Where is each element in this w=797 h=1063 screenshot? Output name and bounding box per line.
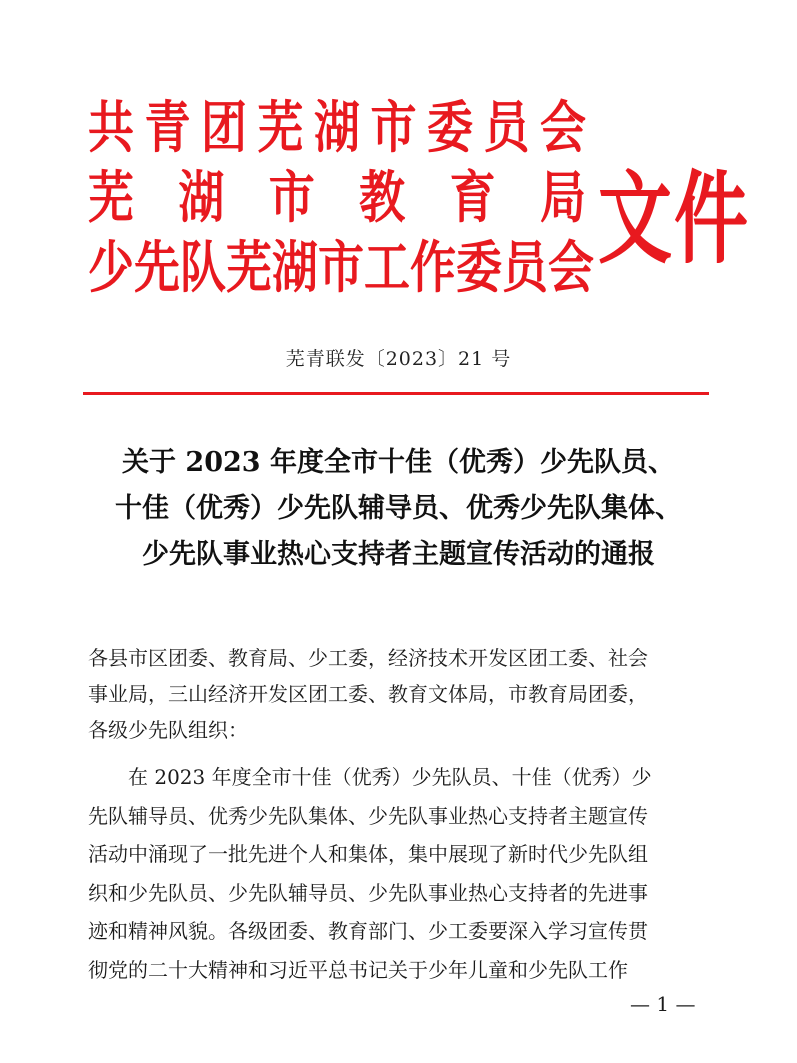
title-line: 关于 2023 年度全市十佳（优秀）少先队员、	[122, 447, 675, 478]
document-number: 芜青联发〔2023〕21 号	[285, 348, 512, 370]
org-char: 湖	[272, 234, 318, 301]
org-char: 队	[180, 234, 226, 301]
org-char: 芜	[88, 164, 134, 231]
org-char: 市	[370, 94, 417, 161]
org-line-young-pioneers	[88, 232, 594, 303]
body-line: 迹和精神风貌。各级团委、教育部门、少工委要深入学习宣传贯	[88, 919, 648, 943]
org-char: 委	[456, 234, 502, 301]
org-char: 工	[364, 234, 410, 301]
body-paragraph	[88, 758, 712, 989]
org-char: 青	[144, 94, 191, 161]
org-char: 委	[427, 94, 473, 161]
org-char: 湖	[314, 94, 360, 161]
org-line-education-bureau	[88, 162, 586, 233]
document-word: 文件	[598, 161, 750, 278]
org-char: 育	[449, 164, 496, 231]
body-line: 织和少先队员、少先队辅导员、少先队事业热心支持者的先进事	[88, 880, 648, 905]
org-line-youth-league	[88, 92, 586, 163]
addressee-line: 各县市区团委、教育局、少工委，经济技术开发区团工委、社会	[88, 646, 648, 670]
org-char: 市	[318, 234, 364, 301]
addressee-block	[88, 640, 712, 748]
org-char: 员	[483, 94, 530, 161]
addressee-line: 事业局，三山经济开发区团工委、教育文体局，市教育局团委，	[88, 682, 648, 706]
org-char: 员	[502, 234, 548, 301]
body-line: 在 2023 年度全市十佳（优秀）少先队员、十佳（优秀）少	[128, 765, 652, 789]
body-line: 彻党的二十大精神和习近平总书记关于少年儿童和少先队工作	[88, 957, 628, 982]
org-char: 局	[539, 164, 586, 231]
body-line: 活动中涌现了一批先进个人和集体，集中展现了新时代少先队组	[88, 842, 648, 866]
org-char: 芜	[257, 94, 304, 161]
document-title	[60, 440, 737, 578]
title-line: 十佳（优秀）少先队辅导员、优秀少先队集体、	[115, 493, 682, 524]
addressee-line: 各级少先队组织：	[88, 718, 248, 742]
page-number: — 1 —	[630, 992, 696, 1016]
red-divider-line	[83, 392, 709, 395]
org-char: 湖	[178, 164, 225, 231]
issuing-organizations	[88, 92, 608, 302]
org-char: 会	[540, 94, 586, 161]
org-char: 会	[548, 234, 594, 301]
org-char: 芜	[226, 234, 272, 301]
org-char: 市	[268, 164, 315, 231]
org-char: 教	[359, 164, 406, 231]
body-line: 先队辅导员、优秀少先队集体、少先队事业热心支持者主题宣传	[88, 803, 648, 828]
title-line: 少先队事业热心支持者主题宣传活动的通报	[142, 539, 655, 570]
org-char: 团	[201, 94, 247, 161]
org-char: 作	[410, 234, 456, 301]
org-char: 共	[88, 94, 134, 161]
org-char: 少	[88, 234, 134, 301]
org-char: 先	[134, 234, 180, 301]
